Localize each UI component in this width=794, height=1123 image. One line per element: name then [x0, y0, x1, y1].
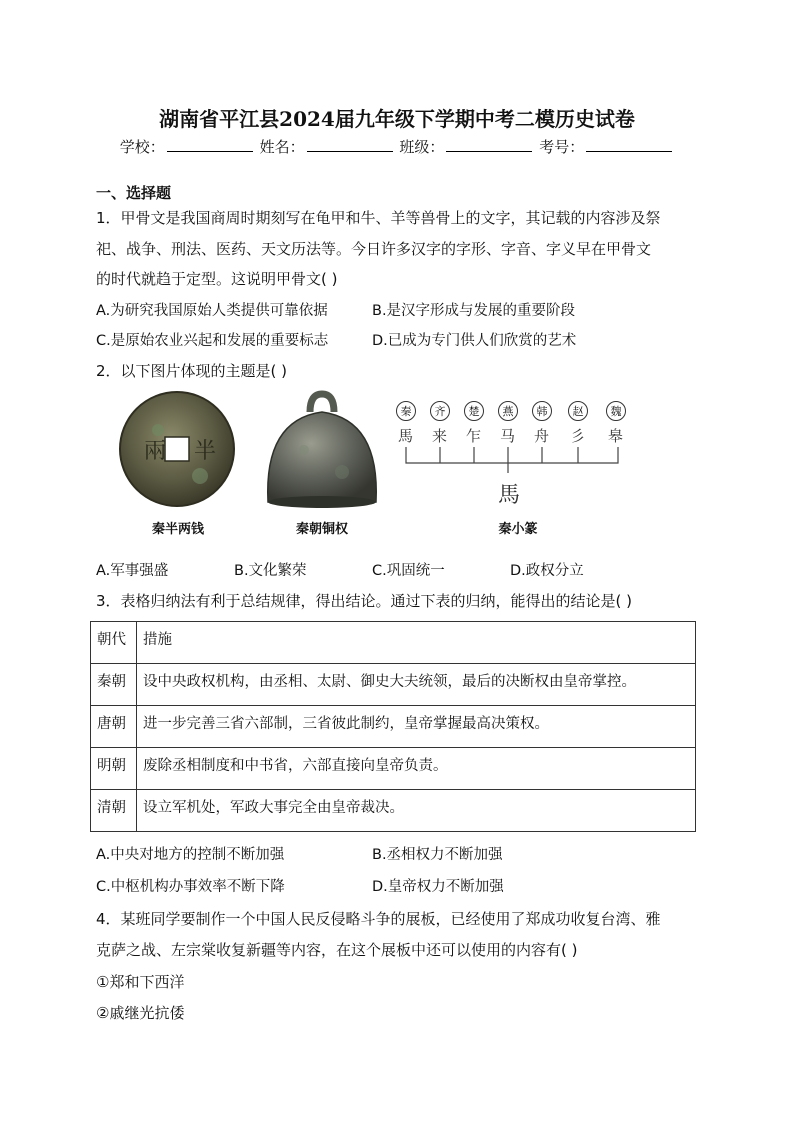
state-script-glyph-0: 馬 [398, 427, 414, 445]
q4-line1: 4．某班同学要制作一个中国人民反侵略斗争的展板，已经使用了郑成功收复台湾、雅 [96, 910, 661, 928]
table-row [91, 706, 696, 748]
q1-line3: 的时代就趋于定型。这说明甲骨文( ) [96, 270, 338, 288]
q3-option-b[interactable]: B.丞相权力不断加强 [372, 847, 503, 863]
state-seal-6: 魏 [606, 401, 626, 421]
seal-script-connector-lines [398, 445, 628, 475]
name-label: 姓名： [259, 138, 305, 156]
coin-glyph-left: 兩 [144, 439, 167, 464]
school-label: 学校： [119, 138, 165, 156]
q1-option-d[interactable]: D.已成为专门供人们欣赏的艺术 [372, 333, 577, 349]
q1-option-a[interactable]: A.为研究我国原始人类提供可靠依据 [96, 303, 328, 319]
state-seal-3: 燕 [498, 401, 518, 421]
measure-cell: 进一步完善三省六部制，三省彼此制约，皇帝掌握最高决策权。 [137, 706, 696, 748]
table-row [91, 790, 696, 832]
class-label: 班级： [399, 138, 445, 156]
q3-option-d[interactable]: D.皇帝权力不断加强 [372, 879, 504, 895]
qin-half-liang-coin-image [118, 390, 236, 508]
caption-qin-seal-script: 秦小篆 [498, 522, 538, 537]
state-script-glyph-6: 皋 [608, 427, 624, 445]
state-seal-5: 赵 [568, 401, 588, 421]
measure-cell: 废除丞相制度和中书省，六部直接向皇帝负责。 [137, 748, 696, 790]
dynasty-cell: 明朝 [91, 748, 137, 790]
measure-cell: 设立军机处，军政大事完全由皇帝裁决。 [137, 790, 696, 832]
q1-option-b[interactable]: B.是汉字形成与发展的重要阶段 [372, 303, 576, 319]
school-blank[interactable] [167, 137, 253, 152]
q4-line2: 克萨之战、左宗棠收复新疆等内容，在这个展板中还可以使用的内容有( ) [96, 941, 578, 959]
qin-bronze-weight-image [262, 390, 382, 510]
measure-cell: 措施 [137, 622, 696, 664]
merged-seal-glyph: 馬 [498, 483, 521, 508]
q2-option-a[interactable]: A.军事强盛 [96, 563, 169, 579]
page-title: 湖南省平江县2024届九年级下学期中考二模历史试卷 [159, 107, 635, 131]
state-seal-4: 韩 [532, 401, 552, 421]
q4-item2[interactable]: ②戚继光抗倭 [96, 1004, 185, 1022]
q2-stem: 2．以下图片体现的主题是( ) [96, 362, 288, 380]
number-blank[interactable] [586, 137, 672, 152]
q1-option-c[interactable]: C.是原始农业兴起和发展的重要标志 [96, 333, 329, 349]
q2-option-c[interactable]: C.巩固统一 [372, 563, 445, 579]
caption-qin-coin: 秦半两钱 [151, 522, 204, 537]
q3-stem: 3．表格归纳法有利于总结规律，得出结论。通过下表的归纳，能得出的结论是( ) [96, 592, 633, 610]
state-script-glyph-1: 来 [432, 427, 448, 445]
dynasty-cell: 唐朝 [91, 706, 137, 748]
state-seal-2: 楚 [464, 401, 484, 421]
dynasty-cell: 秦朝 [91, 664, 137, 706]
class-blank[interactable] [446, 137, 532, 152]
coin-glyph-right: 半 [194, 439, 217, 464]
q2-option-d[interactable]: D.政权分立 [510, 563, 584, 579]
q3-option-a[interactable]: A.中央对地方的控制不断加强 [96, 847, 285, 863]
name-blank[interactable] [307, 137, 393, 152]
state-script-glyph-2: 乍 [466, 427, 482, 445]
measure-cell: 设中央政权机构，由丞相、太尉、御史大夫统领，最后的决断权由皇帝掌控。 [137, 664, 696, 706]
q4-item1[interactable]: ①郑和下西洋 [96, 973, 185, 991]
dynasty-cell: 朝代 [91, 622, 137, 664]
number-label: 考号： [539, 138, 585, 156]
q1-line2: 祀、战争、刑法、医药、天文历法等。今日许多汉字的字形、字音、字义早在甲骨文 [96, 240, 652, 258]
state-script-glyph-3: 马 [500, 427, 516, 445]
dynasty-cell: 清朝 [91, 790, 137, 832]
caption-qin-weight: 秦朝铜权 [295, 522, 348, 537]
table-header-row [91, 622, 696, 664]
table-row [91, 664, 696, 706]
q1-line1: 1．甲骨文是我国商周时期刻写在龟甲和牛、羊等兽骨上的文字，其记载的内容涉及祭 [96, 209, 661, 227]
section-title: 一、选择题 [96, 184, 172, 202]
state-script-glyph-4: 舟 [534, 427, 550, 445]
student-info-row [0, 136, 794, 157]
state-script-glyph-5: 彡 [570, 427, 586, 445]
dynasty-measures-table [90, 621, 696, 832]
state-seal-0: 秦 [396, 401, 416, 421]
q2-option-b[interactable]: B.文化繁荣 [234, 563, 307, 579]
state-seal-1: 齐 [430, 401, 450, 421]
q3-option-c[interactable]: C.中枢机构办事效率不断下降 [96, 879, 285, 895]
table-row [91, 748, 696, 790]
